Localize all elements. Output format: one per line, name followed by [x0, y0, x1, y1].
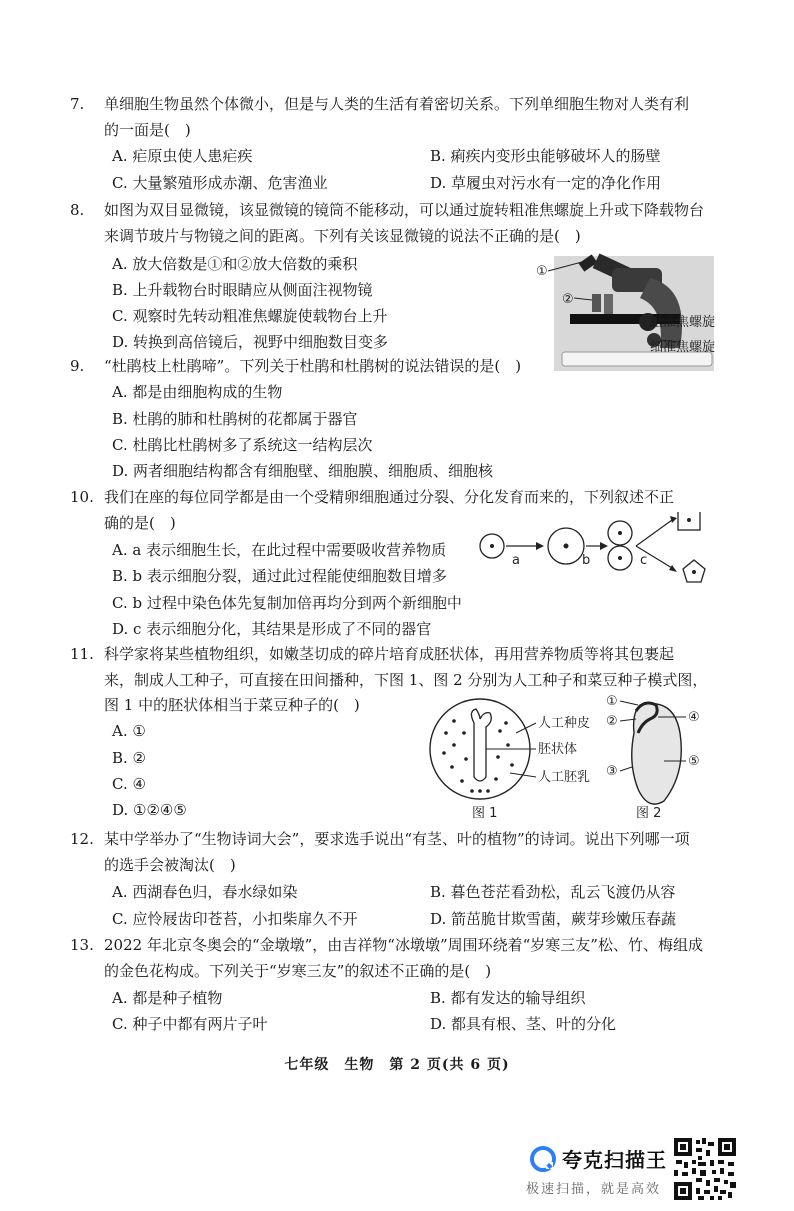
- option-c: C. 大量繁殖形成赤潮、危害渔业: [112, 174, 328, 192]
- option-b: B. 痢疾内变形虫能够破坏人的肠壁: [430, 147, 661, 165]
- arrow-label-a: a: [512, 553, 520, 568]
- option-b: B. 暮色苍茫看劲松，乱云飞渡仍从容: [430, 883, 676, 901]
- label-fine-knob: 细准焦螺旋: [650, 340, 716, 355]
- question-stem: 确的是( ): [104, 513, 176, 532]
- arrow-label-c: c: [640, 553, 648, 568]
- qr-code-icon: [672, 1136, 738, 1202]
- question-number: 8.: [70, 201, 85, 219]
- question-stem: 来调节玻片与物镜之间的距离。下列有关该显微镜的说法不正确的是( ): [104, 226, 581, 245]
- seed-figures: [424, 693, 724, 823]
- figure-2-caption: 图 2: [636, 806, 662, 821]
- question-9: [70, 354, 714, 380]
- kuake-logo-icon: [530, 1146, 556, 1172]
- objective-lens: [604, 294, 613, 314]
- question-stem: 的金色花构成。下列关于“岁寒三友”的叙述不正确的是( ): [104, 961, 492, 980]
- page-footer: 七年级 生物 第 2 页(共 6 页): [284, 1057, 510, 1073]
- option-d: D. 两者细胞结构都含有细胞壁、细胞膜、细胞质、细胞核: [112, 462, 494, 480]
- option-d: D. ①②④⑤: [112, 801, 187, 819]
- option-b: B. ②: [112, 749, 147, 767]
- label-1: ①: [606, 694, 618, 709]
- option-c: C. 杜鹃比杜鹃树多了系统这一结构层次: [112, 436, 373, 454]
- brand-slogan: 极速扫描，就是高效: [526, 1182, 662, 1197]
- option-a: A. 都是种子植物: [112, 989, 223, 1007]
- endosperm-dots: [442, 719, 514, 793]
- question-stem: 的选手会被淘汰( ): [104, 855, 236, 874]
- option-c: C. 观察时先转动粗准焦螺旋使载物台上升: [112, 307, 388, 325]
- option-d: D. c 表示细胞分化，其结果是形成了不同的器官: [112, 620, 432, 638]
- question-number: 10.: [70, 488, 94, 506]
- label-4: ④: [688, 710, 700, 725]
- label-artificial-coat: 人工种皮: [538, 716, 591, 731]
- bean-seed: [632, 704, 682, 805]
- option-a: A. 放大倍数是①和②放大倍数的乘积: [112, 255, 358, 273]
- option-a: A. ①: [112, 722, 146, 740]
- label-embryoid: 胚状体: [538, 742, 578, 757]
- question-stem: 图 1 中的胚状体相当于菜豆种子的( ): [104, 696, 360, 714]
- option-a: A. a 表示细胞生长，在此过程中需要吸收营养物质: [112, 541, 447, 559]
- option-c: C. b 过程中染色体先复制加倍再均分到两个新细胞中: [112, 594, 462, 612]
- question-stem: 单细胞生物虽然个体微小，但是与人类的生活有着密切关系。下列单细胞生物对人类有利: [104, 95, 690, 113]
- question-number: 13.: [70, 936, 94, 954]
- brand-name: 夸克扫描王: [562, 1148, 667, 1172]
- option-c: C. 种子中都有两片子叶: [112, 1015, 268, 1033]
- question-12: [70, 827, 714, 878]
- option-b: B. 上升载物台时眼睛应从侧面注视物镜: [112, 281, 373, 299]
- label-coarse-knob: 粗准焦螺旋: [650, 315, 716, 330]
- question-8: [70, 198, 714, 249]
- question-number: 7.: [70, 95, 85, 113]
- option-d: D. 转换到高倍镜后，视野中细胞数目变多: [112, 333, 389, 351]
- label-2: ②: [606, 714, 618, 729]
- option-a: A. 疟原虫使人患疟疾: [112, 147, 253, 165]
- question-stem: 的一面是( ): [104, 120, 191, 139]
- scanner-watermark: [522, 1136, 794, 1211]
- label-3: ③: [606, 764, 618, 779]
- question-stem: 某中学举办了“生物诗词大会”，要求选手说出“有茎、叶的植物”的诗词。说出下列哪一项: [104, 830, 690, 848]
- option-a: A. 西湖春色归，春水绿如染: [112, 883, 298, 901]
- option-b: B. 都有发达的输导组织: [430, 989, 586, 1007]
- label-5: ⑤: [688, 754, 700, 769]
- question-stem: “杜鹃枝上杜鹃啼”。下列关于杜鹃和杜鹃树的说法错误的是( ): [104, 357, 522, 375]
- question-7: [70, 92, 714, 143]
- question-stem: 2022 年北京冬奥会的“金墩墩”，由吉祥物“冰墩墩”周围环绕着“岁寒三友”松、竹、梅组成: [104, 936, 703, 954]
- cell-process-diagram: [476, 512, 716, 594]
- question-stem: 科学家将某些植物组织，如嫩茎切成的碎片培育成胚状体，再用营养物质等将其包裹起: [104, 645, 675, 663]
- option-d: D. 草履虫对污水有一定的净化作用: [430, 174, 662, 192]
- option-d: D. 箭茁脆甘欺雪菌，蕨芽珍嫩压春蔬: [430, 910, 677, 928]
- option-b: B. b 表示细胞分裂，通过此过程能使细胞数目增多: [112, 567, 447, 585]
- label-artificial-endosperm: 人工胚乳: [538, 770, 591, 785]
- question-number: 11.: [70, 645, 94, 663]
- option-b: B. 杜鹃的肺和杜鹃树的花都属于器官: [112, 410, 358, 428]
- option-a: A. 都是由细胞构成的生物: [112, 383, 283, 401]
- embryoid: [471, 709, 491, 781]
- option-c: C. ④: [112, 775, 146, 793]
- arrow-label-b: b: [582, 553, 591, 568]
- option-c: C. 应怜屐齿印苍苔，小扣柴扉久不开: [112, 910, 358, 928]
- question-number: 12.: [70, 830, 94, 848]
- label-2: ②: [562, 292, 574, 307]
- question-stem: 来，制成人工种子，可直接在田间播种，下图 1、图 2 分别为人工种子和菜豆种子模式图，: [104, 670, 708, 689]
- option-d: D. 都具有根、茎、叶的分化: [430, 1015, 617, 1033]
- objective-lens: [592, 294, 601, 312]
- label-1: ①: [536, 264, 548, 279]
- figure-1-caption: 图 1: [472, 806, 498, 821]
- question-13: [70, 933, 714, 984]
- question-stem: 我们在座的每位同学都是由一个受精卵细胞通过分裂、分化发育而来的，下列叙述不正: [104, 488, 675, 506]
- question-number: 9.: [70, 357, 85, 375]
- question-stem: 如图为双目显微镜，该显微镜的镜筒不能移动，可以通过旋转粗准焦螺旋上升或下降载物台: [104, 201, 705, 219]
